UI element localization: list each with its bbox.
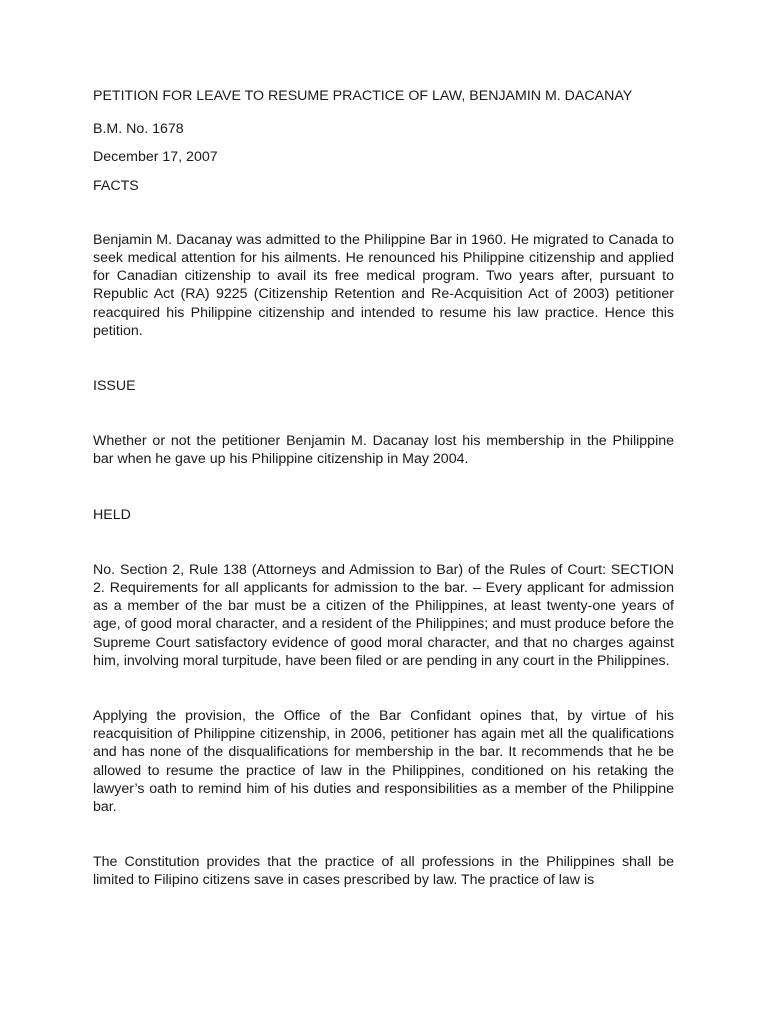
held-heading: HELD	[93, 506, 131, 523]
held-paragraph-constitution: The Constitution provides that the practice of all professions in the Philippines shall be limited to Filipino citizens save in cases prescribed by law. The practice of law is	[93, 854, 674, 889]
facts-heading: FACTS	[93, 177, 139, 194]
document-title: PETITION FOR LEAVE TO RESUME PRACTICE OF LAW, BENJAMIN M. DACANAY	[93, 88, 633, 104]
facts-paragraph: Benjamin M. Dacanay was admitted to the Philippine Bar in 1960. He migrated to Canada to seek medical attention for his ailments. He renounced his Philippine citizenship and applied for Canadian citizenship to avail its free medical program. Two years after, pursuant to Republic Act (RA) 9225 (Citizenship Retention and Re-Acquisition Act of 2003) petitioner reacquired his Philippine citizenship and intended to resume his law practice. Hence this petition.	[93, 231, 674, 339]
held-paragraph-bar-confidant: Applying the provision, the Office of the Bar Confidant opines that, by virtue of his reacquisition of Philippine citizenship, in 2006, petitioner has again met all the qualifications and has none of the disqualifications for membership in the bar. It recommends that he be allowed to resume the practice of law in the Philippines, conditioned on his retaking the lawyer’s oath to remind him of his duties and responsibilities as a member of the Philippine bar.	[93, 708, 674, 816]
issue-paragraph: Whether or not the petitioner Benjamin M. Dacanay lost his membership in the Philippine bar when he gave up his Philippine citizenship in May 2004.	[93, 433, 674, 468]
decision-date: December 17, 2007	[93, 149, 218, 166]
issue-heading: ISSUE	[93, 378, 136, 395]
bar-matter-number: B.M. No. 1678	[93, 121, 184, 138]
held-paragraph-section-2: No. Section 2, Rule 138 (Attorneys and Admission to Bar) of the Rules of Court: SECTION 2. Requirements for all applicants for admission to the bar. – Every applicant for admission as a member of the bar must be a citizen of the Philippines, at least twenty-one years of age, of good moral character, and a resident of the Philippines; and must produce before the Supreme Court satisfactory evidence of good moral character, and that no charges against him, involving moral turpitude, have been filed or are pending in any court in the Philippines.	[93, 561, 674, 669]
document-page	[93, 87, 674, 890]
